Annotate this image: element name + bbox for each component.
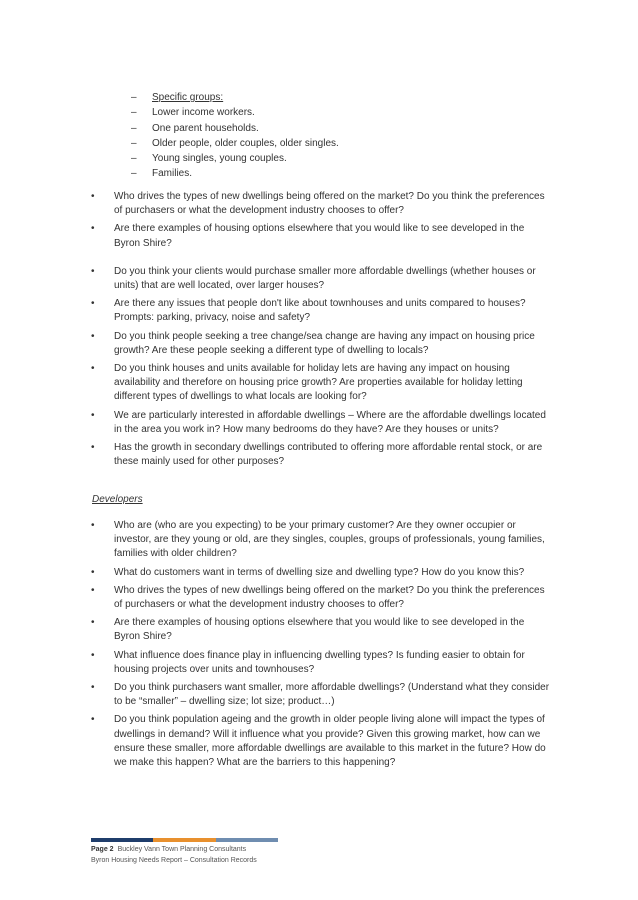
- bullet-icon: •: [91, 682, 95, 694]
- footer-bar-segment-blue: [91, 838, 153, 842]
- footer-page-line: [91, 846, 246, 853]
- question-item: • Are there examples of housing options elsewhere that you would like to see developed in the Byron Shire?: [91, 617, 525, 643]
- dash-marker: –: [131, 92, 137, 103]
- group-item: – Older people, older couples, older singles.: [131, 136, 339, 151]
- bullet-icon: •: [91, 330, 95, 342]
- bullet-icon: •: [91, 714, 95, 726]
- group-item: – Families.: [131, 166, 339, 181]
- group-item: – Young singles, young couples.: [131, 151, 339, 166]
- bullet-icon: •: [91, 191, 95, 202]
- dash-marker: –: [131, 137, 137, 149]
- bullet-icon: •: [91, 566, 95, 578]
- question-item: • Do you think people seeking a tree change/sea change are having any impact on housing price growth? Are these people seeking a different type of dwelling to locals?: [91, 330, 535, 356]
- question-item: • Who are (who are you expecting) to be your primary customer? Are they owner occupier or investor, are they young or old, are they singles, couples, groups of professionals, young families, families with older children?: [91, 520, 545, 560]
- footer-company: Buckley Vann Town Planning Consultants: [117, 846, 247, 853]
- group-item: – Lower income workers.: [131, 105, 339, 120]
- dash-marker: –: [131, 107, 137, 119]
- bullet-icon: •: [91, 298, 95, 310]
- question-item: • Are there any issues that people don't like about townhouses and units compared to houses? Prompts: parking, privacy, noise and safety?: [91, 298, 526, 324]
- question-item: • Who drives the types of new dwellings being offered on the market? Do you think the preferences of purchasers or what the development industry chooses to offer?: [91, 191, 545, 217]
- dash-marker: –: [131, 168, 137, 180]
- bullet-icon: •: [91, 223, 95, 235]
- bullet-icon: •: [91, 442, 95, 454]
- bullet-icon: •: [91, 584, 95, 596]
- group-item: – One parent households.: [131, 121, 339, 136]
- bullet-icon: •: [91, 409, 95, 421]
- question-item: • Are there examples of housing options elsewhere that you would like to see developed in the Byron Shire?: [91, 223, 525, 249]
- footer-bar-segment-steel: [216, 838, 278, 842]
- question-item: • Do you think population ageing and the growth in older people living alone will impact the types of dwellings in demand? Will it influence what you provide? Given this growing market, how can we ensure these smaller, more affordable dwellings are available to this market in the future? How do we make this happen? What are the barriers to this happening?: [91, 714, 546, 769]
- bullet-icon: •: [91, 363, 95, 375]
- question-item: • What do customers want in terms of dwelling size and dwelling type? How do you know this?: [91, 566, 551, 580]
- bullet-icon: •: [91, 265, 95, 277]
- question-item: • What influence does finance play in influencing dwelling types? Is funding easier to obtain for housing projects over units and townhouses?: [91, 649, 525, 675]
- question-item: • Do you think your clients would purchase smaller more affordable dwellings (whether houses or units) that are well located, over larger houses?: [91, 265, 536, 292]
- dash-marker: –: [131, 122, 137, 134]
- question-item: • Do you think purchasers want smaller, more affordable dwellings? (Understand what they consider to be “smaller” – dwelling size; lot size; product…): [91, 682, 550, 708]
- developers-question-list: [91, 519, 551, 774]
- question-item: • Who drives the types of new dwellings being offered on the market? Do you think the preferences of purchasers or what the development industry chooses to offer?: [91, 584, 545, 611]
- footer-color-bar: [91, 838, 278, 842]
- footer-bar-segment-orange: [153, 838, 215, 842]
- specific-groups-list: [131, 90, 339, 182]
- question-list-top: [91, 190, 551, 473]
- dash-marker: –: [131, 153, 137, 165]
- question-item: • Has the growth in secondary dwellings contributed to offering more affordable rental stock, or are these mainly used for other purposes?: [91, 442, 543, 468]
- bullet-icon: •: [91, 520, 95, 531]
- bullet-icon: •: [91, 649, 95, 661]
- developers-heading: Developers: [92, 494, 143, 505]
- page-number: Page 2: [91, 846, 114, 853]
- question-item: • Do you think houses and units available for holiday lets are having any impact on housing availability and therefore on housing price growth? Are properties available for holiday letting different types of dwellings to what locals are looking for?: [91, 363, 523, 403]
- footer-report-title: Byron Housing Needs Report – Consultation Records: [91, 857, 257, 864]
- specific-groups-heading: – Specific groups:: [131, 90, 339, 105]
- bullet-icon: •: [91, 617, 95, 629]
- question-item: • We are particularly interested in affordable dwellings – Where are the affordable dwellings located in the area you work in? How many bedrooms do they have? Are they houses or units?: [91, 409, 546, 435]
